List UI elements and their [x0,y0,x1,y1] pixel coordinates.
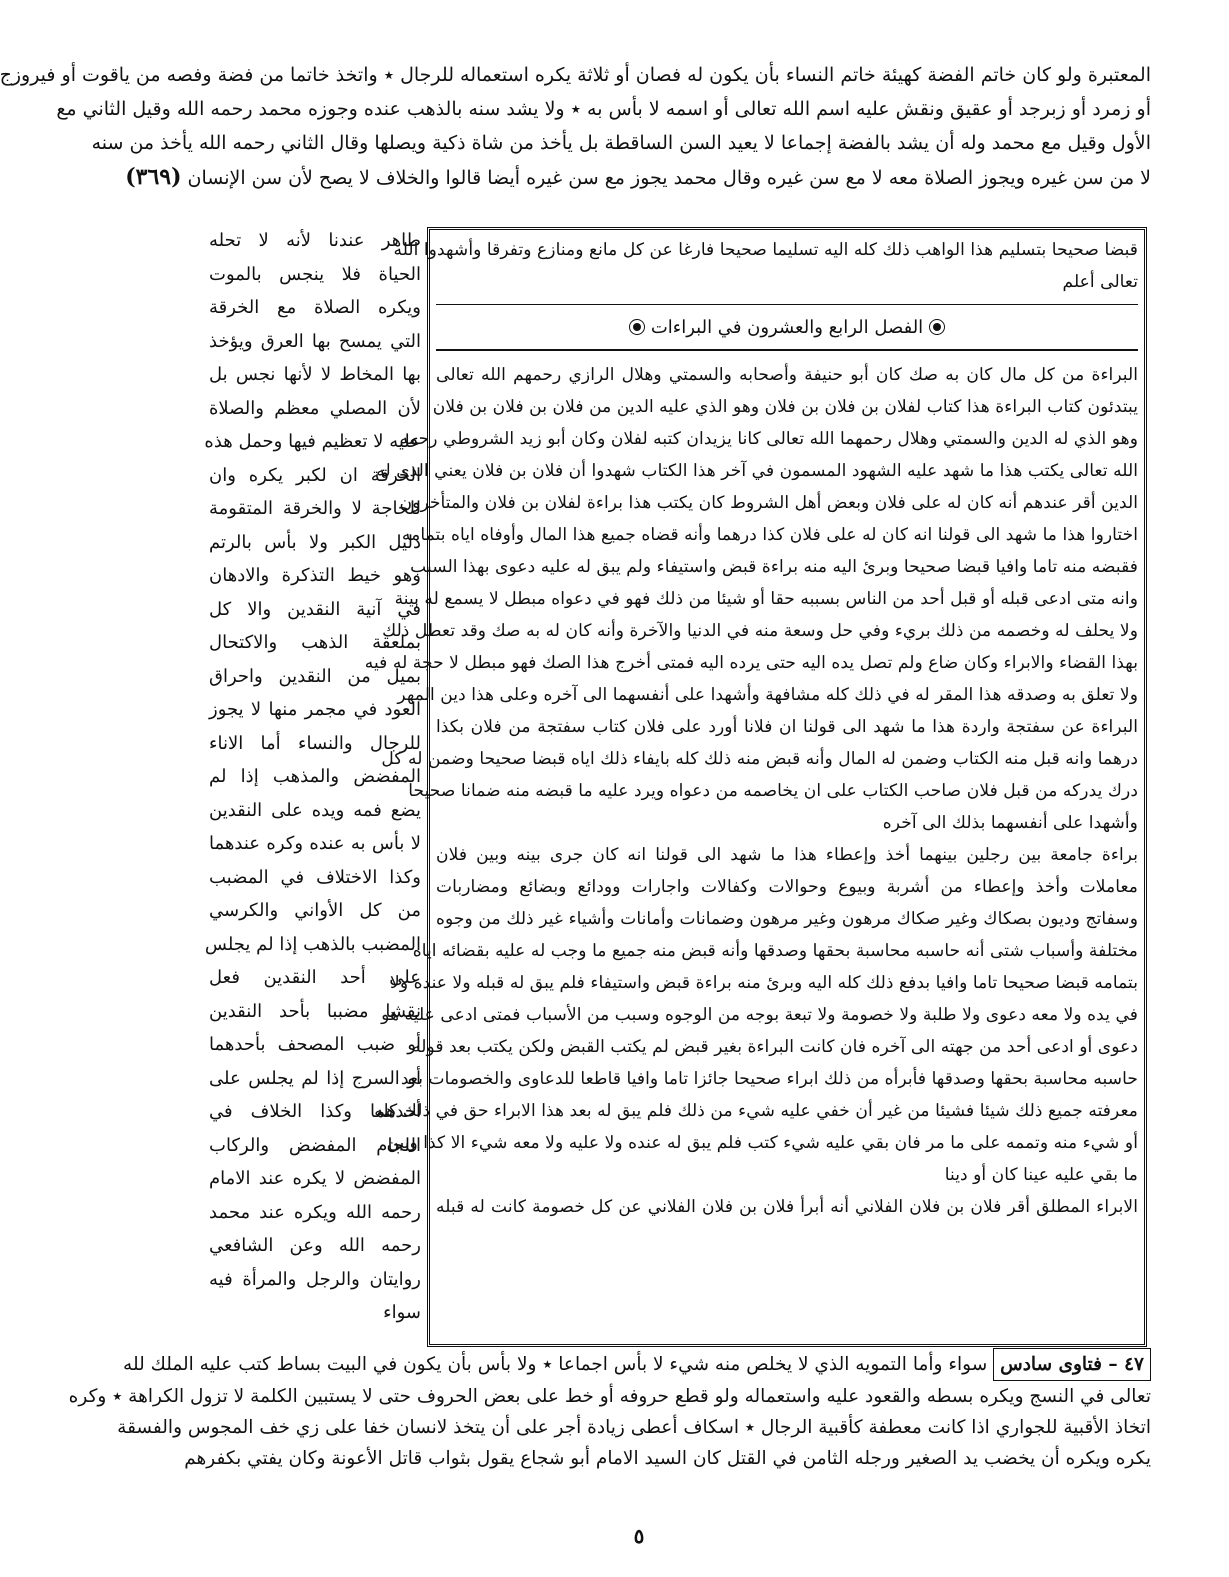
margin-line: لأن المصلي معظم والصلاة [209,397,421,419]
margin-line: لا بأس به عنده وكره عندهما [209,833,421,854]
margin-line: المفضض لا يكره عند الامام [209,1168,421,1189]
margin-line: عليه لا تعظيم فيها وحمل هذه [204,431,421,452]
margin-line: سواء [383,1302,421,1323]
margin-line: بملعقة الذهب والاكتحال [209,632,421,653]
top-text-block [0,58,1151,195]
main-pre-line-2: تعالى أعلم [1062,272,1138,292]
main-body-line: براءة جامعة بين رجلين بينهما أخذ وإعطاء هذا ما شهد الى قولنا انه كان جرى بينه وبين فلان [436,845,1138,865]
main-body-line: وانه متى ادعى قبله أو قبل أحد من الناس بسببه حقا أو شيئا من ذلك فهو في دعواه مبطل لا يسمع له بينة [394,589,1138,609]
heading-ornament-icon [629,319,645,335]
main-body-line: الابراء المطلق أقر فلان بن فلان الفلاني أنه أبرأ فلان بن فلان الفلاني عن كل خصومة كانت له قبله [436,1197,1138,1217]
main-body-line: وسفاتج وديون بصكاك وغير صكاك مرهون وغير مرهون وضمانات وأمانات وأشياء غير ذلك من وجوه [436,909,1138,929]
margin-line: التي يمسح بها العرق ويؤخذ [209,330,421,352]
bottom-line-2: تعالى في النسج ويكره بسطه والقعود عليه واستعماله ولو قطع حروفه أو خط على بعض الحروف حتى لا يستبين الكلمة لا تزول الكراهة ٭ وكره [68,1386,1151,1407]
margin-line: طاهر عندنا لأنه لا تحله [209,230,421,251]
top-line-1: المعتبرة ولو كان خاتم الفضة كهيئة خاتم النساء بأن يكون له فصان أو ثلاثة يكره استعماله للرجال ٭ واتخذ خاتما من فضة وفصه من ياقوت أو فيروزج [0,64,1151,86]
margin-line: أحدهما وكذا الخلاف في [209,1101,421,1122]
bottom-text-block [68,1348,1151,1474]
margin-line: دليل الكبر ولا بأس بالرتم [209,531,421,553]
margin-line: رحمه الله ويكره عند محمد [209,1201,421,1223]
top-line-2: أو زمرد أو زبرجد أو عقيق ونقش عليه اسم الله تعالى أو اسمه لا بأس به ٭ ولا يشد سنه بالذهب عنده وجوزه محمد رحمه الله وقيل الثاني مع [56,98,1151,120]
margin-line: وهو خيط التذكرة والادهان [209,565,421,586]
main-body-line: حاسبه محاسبة بحقها وصدقها فأبرأه من ذلك ابراء صحيحا جائزا تاما وافيا قاطعا للدعاوى والخصومات بعد [400,1069,1138,1089]
margin-line: ويكره الصلاة مع الخرقة [209,297,421,318]
page-number-bottom: ٥ [633,1524,645,1548]
main-body-line: البراءة من كل مال كان به صك كان أبو حنيفة وأصحابه والسمتي وهلال الرازي رحمهم الله تعالى [436,365,1138,385]
main-body-line: البراءة عن سفتجة واردة هذا ما شهد الى قولنا ان فلانا أورد على فلان كتاب سفتجة من فلان بكذا [436,717,1138,737]
bottom-line-4: يكره ويكره أن يخضب يد الصغير ورجله الثامن في القتل كان السيد الامام أبو شجاع يقول بثواب قاتل الأعونة وكان يفتي بكفرهم [184,1448,1151,1469]
top-line-4-text: لا من سن غيره ويجوز الصلاة معه لا مع سن غيره وقال محمد يجوز مع سن غيره أيضا قالوا والخلاف لا يصح لأن سن الإنسان [187,167,1151,189]
main-pre-line-1: قبضا صحيحا بتسليم هذا الواهب ذلك كله اليه تسليما صحيحا فارغا عن كل مانع ومنازع وتفرقا وأشهدوا الله [393,240,1138,260]
margin-line: أو السرج إذا لم يجلس على [209,1067,421,1089]
main-body-line: الله تعالى يكتب هذا ما شهد عليه الشهود المسمون في آخر هذا الكتاب شهدوا أن فلان بن فلان يعني الذي له [376,461,1138,481]
main-body-line: فقبضه منه تاما وافيا قبضا صحيحا وبرئ اليه منه براءة قبض واستيفاء ولم يبق له عليه دعوى بهذا السبب [410,557,1138,577]
margin-line: في آنية النقدين والا كل [209,598,421,620]
main-body-line: معاملات وأخذ وإعطاء من أشربة وبيوع وحوالات وكفالات واجارات وودائع وبضائع ومضاربات [436,877,1138,897]
margin-line: العود في مجمر منها لا يجوز [209,699,421,720]
main-body-lines [364,359,1138,1223]
main-body-line: بهذا القضاء والابراء وكان ضاع ولم تصل يده اليه حتى يرده اليه فمتى أخرج هذا الصك فهو مبطل لا حجة له فيه [364,653,1138,673]
main-body-line: درك يدركه من قبل فلان صاحب الكتاب على ان يخاصمه من دعواه ويرد عليه ما قبضه منه ضمانا صحيحا [408,781,1138,801]
margin-line: أو ضبب المصحف بأحدهما [209,1034,421,1055]
main-body-line: ما بقي عليه عينا كان أو دينا [944,1165,1138,1185]
top-line-3: الأول وقيل مع محمد وله أن يشد بالفضة إجماعا لا يعيد السن الساقطة بل يأخذ من شاة ذكية ويصلها وقال الثاني رحمه الله يأخذ من سنه [91,132,1151,154]
margin-line: من كل الأواني والكرسي [209,900,421,921]
margin-line: الخرقة ان لكبر يكره وان [209,464,421,486]
heading-ornament-icon [929,319,945,335]
margin-line: المفضض والمذهب إذا لم [209,766,421,787]
margin-line: يضع فمه ويده على النقدين [209,799,421,821]
folio-label: ٤٧ – فتاوى سادس [993,1348,1151,1381]
main-body-line: أو شيء منه وتممه على ما مر فان بقي عليه شيء كتب فلم يبق له عنده ولا عليه ولا معه شيء الا كذا وبين [386,1133,1138,1153]
main-body-line: الدين أقر عندهم أنه كان له على فلان وبعض أهل الشروط كان يكتب هذا براءة لفلان بن فلان والمتأخرون [399,493,1138,513]
chapter-heading [436,304,1138,351]
margin-line: الحياة فلا ينجس بالموت [209,263,421,285]
margin-lines [204,224,421,1330]
main-body-line: ولا تعلق به وصدقه هذا المقر له في ذلك كله مشافهة وأشهدا على أنفسهما الى آخره وعلى هذا دين المهر [397,685,1138,705]
main-body-line: وأشهدا على أنفسهما بذلك الى آخره [882,813,1138,833]
margin-line: للرجال والنساء أما الاناء [209,732,421,754]
margin-line: بها المخاط لا لأنها نجس بل [209,364,421,385]
margin-line: المضبب بالذهب إذا لم يجلس [204,933,421,955]
main-body-line: يبتدئون كتاب البراءة هذا كتاب لفلان بن فلان بن فلان وهو الذي عليه الدين من فلان بن فلان بن فلان [432,397,1138,417]
main-body-line: وهو الذي له الدين والسمتي وهلال رحمهما الله تعالى كانا يزيدان كتبه لفلان وكان أبو زيد الشروطي رحمه [399,429,1138,449]
bottom-line-3: اتخاذ الأقبية للجواري اذا كانت معطفة كأقبية الرجال ٭ اسكاف أعطى زيادة أجر على أن يتخذ لانسان خفا على زي خف المجوس والفسقة [117,1417,1151,1438]
main-body-line: ولا يحلف له وخصمه من ذلك بريء وفي حل وسعة منه في الدنيا والآخرة وأنه كان له به صك وقد تعطل ذلك [382,621,1138,641]
page-number-top: (٣٦٩) [125,164,182,190]
main-body-line: معرفته جميع ذلك شيئا فشيئا من غير أن خفي عليه شيء من ذلك فلم يبق له بعد هذا الابراء حق في ذلك كله [374,1101,1138,1121]
main-body-line: في يده ولا معه دعوى ولا طلبة ولا خصومة ولا تبعة بوجه من الوجوه وسبب من الأسباب فمتى ادعى عليه هو [381,1005,1138,1025]
main-body-line: اختاروا هذا ما شهد الى قولنا انه كان له على فلان كذا درهما وأنه قضاه جميع هذا المال وأوفاه اياه بتمامه [401,525,1138,545]
margin-line: للحاجة لا والخرقة المتقومة [209,498,421,519]
main-body-line: مختلفة وأسباب شتى أنه حاسبه محاسبة بحقها وصدقها وأنه قبض منه جميع ما وجب له عليه بقضائه اياه [412,941,1138,961]
main-body-line: دعوى أو ادعى أحد من جهته الى آخره فان كانت البراءة بغير قبض لم يكتب القبض ولكن يكتب بعد قوله [412,1037,1138,1057]
margin-line: روايتان والرجل والمرأة فيه [209,1268,421,1290]
margin-line: بميل من النقدين واحراق [209,665,421,687]
margin-line: على أحد النقدين فعل [209,967,421,988]
chapter-heading-text: الفصل الرابع والعشرون في البراءات [650,316,924,338]
margin-commentary-column [204,224,421,1352]
top-line-4 [125,160,1151,195]
margin-line: رحمه الله وعن الشافعي [209,1235,421,1256]
main-body-line: درهما وانه قبل منه الكتاب وضمن له المال وأنه قبض منه ذلك كله بايفاء ذلك اياه قبضا صحيحا وضمن له كل [381,749,1138,769]
bottom-line-1 [123,1348,1151,1381]
margin-line: اللجام المفضض والركاب [209,1134,421,1156]
bottom-line-1-text: سواء وأما التمويه الذي لا يخلص منه شيء لا بأس اجماعا ٭ ولا بأس بأن يكون في البيت بساط كتب عليه الملك لله [123,1354,988,1375]
margin-line: نقشا مضببا بأحد النقدين [209,1000,421,1022]
main-body-line: بتمامه قبضا صحيحا تاما وافيا بدفع ذلك كله اليه وبرئ منه براءة قبض واستيفاء فلم يبق له قبله ولا عنده ولا [390,973,1138,993]
margin-line: وكذا الاختلاف في المضبب [209,866,421,888]
